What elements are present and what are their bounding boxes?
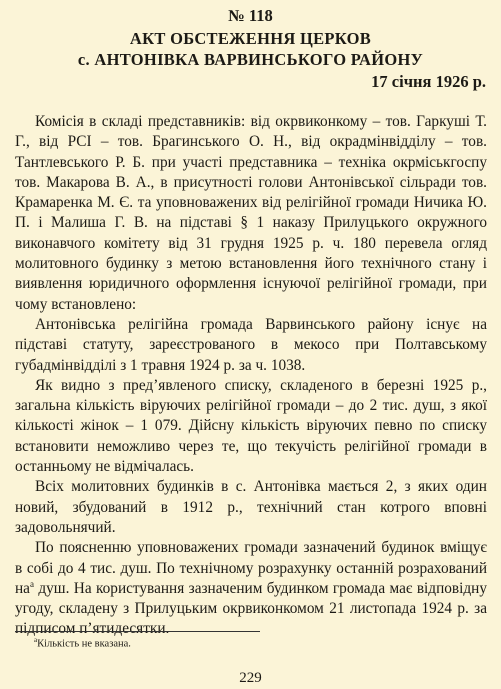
document-title: АКТ ОБСТЕЖЕННЯ ЦЕРКОВ	[129, 29, 372, 48]
paragraph-text: По поясненню уповноважених громади зазначений будинок вміщує в собі до 4 тис. душ. По технічному розрахунку останній розрахований на	[15, 539, 487, 597]
document-subtitle: с. АНТОНІВКА ВАРВИНСЬКОГО РАЙОНУ	[77, 50, 424, 69]
paragraph-text: душ. На користування зазначеним будинком громада має відповідну угоду, складену з Прилуцьким окрвиконкомом 21 листопада 1924 р. за підписом п’ятидесятки.	[15, 579, 487, 638]
footnote-marker: а	[29, 578, 34, 589]
page-number: 229	[239, 670, 262, 686]
document-date: 17 січня 1926 р.	[371, 72, 486, 91]
paragraph: Комісія в складі представників: від окрвиконкому – тов. Гаркуші Т. Г., від РСІ – тов. Брагинського О. Н., від окрадмінвідділу – тов. Тантлевського Р. Б. при участі представника – техніка окрміськгоспу тов. Макарова В. А., в присутності голови Антонівської сільради тов. Крамаренка М. Є. та уповноважених від релігійної громади Ничика Ю. П. і Малиша Г. В. на підставі § 1 наказу Прилуцького окружного виконавчого комітету від 31 грудня 1925 р. ч. 180 перевела огляд молитовного будинку з метою встановлення його технічного стану і виявлення юридичного оформлення існуючої релігійної громади, при чому встановлено:	[15, 113, 487, 313]
document-number: № 118	[228, 6, 273, 25]
paragraph: Антонівська релігійна громада Варвинського району існує на підставі статуту, зареєстрованого в мекосо при Полтавському губадмінвідділі з 1 травня 1924 р. за ч. 1038.	[15, 315, 487, 374]
footnote	[34, 636, 131, 650]
paragraph-with-footnote	[15, 538, 487, 639]
footnote-divider	[15, 631, 260, 632]
paragraph: Всіх молитовних будинків в с. Антонівка мається 2, з яких один новий, збудований в 1912 р., технічний стан котрого вповні задовольнячий.	[15, 478, 487, 536]
document-body	[15, 112, 487, 640]
footnote-marker: а	[34, 636, 38, 644]
paragraph: Як видно з пред’явленого списку, складеного в березні 1925 р., загальна кількість віруючих релігійної громади – до 2 тис. душ, з якої кількості жінок – 1 079. Дійсну кількість віруючих певно по списку встановити неможливо через те, що текучість релігійної громади в останньому не відмічалась.	[15, 376, 487, 476]
footnote-text: Кількість не вказана.	[37, 638, 131, 650]
